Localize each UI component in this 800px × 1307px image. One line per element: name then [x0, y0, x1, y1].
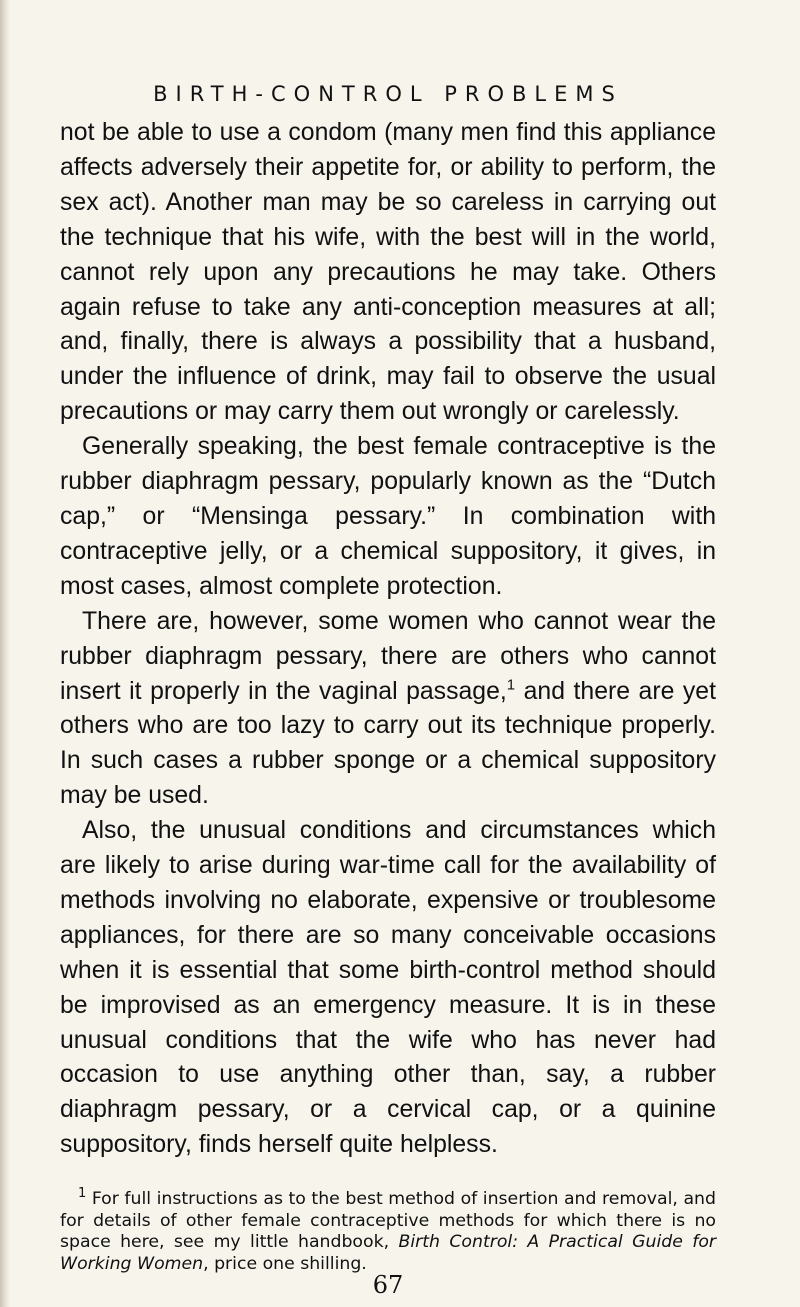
paragraph-3-text-after-note: and there are yet others who are too lazy to carry out its technique properly. In such cases a rubber sponge or a chemical suppository may be used.	[60, 677, 716, 810]
page-edge-shadow	[0, 0, 10, 1307]
paragraph-1: not be able to use a condom (many men find this appliance affects adversely their appetite for, or ability to perform, the sex act). Another man may be so careless in carrying out the technique that his wife, with the best will in the world, cannot rely upon any precautions he may take. Others again refuse to take any anti-conception measures at all; and, finally, there is always a possibility that a husband, under the influence of drink, may fail to observe the usual precautions or may carry them out wrongly or carelessly.	[60, 119, 716, 426]
paragraph-4: Also, the unusual conditions and circumstances which are likely to arise during war-time call for the availability of methods involving no elaborate, expensive or troublesome appliances, for there are so many conceivable occasions when it is essential that some birth-control method should be improvised as an emergency measure. It is in these unusual conditions that the wife who has never had occasion to use anything other than, say, a rubber diaphragm pessary, or a cervical cap, or a quinine suppository, finds herself quite helpless.	[60, 817, 716, 1159]
paragraph-2: Generally speaking, the best female contraceptive is the rubber diaphragm pessary, popularly known as the “Dutch cap,” or “Mensinga pessary.” In combination with contraceptive jelly, or a chemical suppository, it gives, in most cases, almost complete protection.	[60, 433, 716, 600]
paragraph-3-text-before-note: There are, however, some women who cannot wear the rubber diaphragm pessary, there are others who cannot insert it properly in the vaginal passage,	[60, 607, 716, 705]
footnote-number: 1	[78, 1186, 87, 1202]
paragraph-3	[60, 605, 716, 814]
footnote-text-after: , price one shilling.	[203, 1253, 367, 1274]
body-text	[60, 116, 716, 1163]
running-head: BIRTH-CONTROL PROBLEMS	[153, 82, 623, 106]
footnote-text-before: For full instructions as to the best method of insertion and removal, and for details of other female contraceptive methods for which there is no space here, see my little handbook,	[60, 1189, 716, 1253]
page-number: 67	[372, 1271, 404, 1300]
footnote-book-title: Birth Control: A Practical Guide for Working Women	[60, 1232, 716, 1274]
footnote-reference-mark: 1	[506, 676, 516, 694]
book-page	[60, 82, 716, 1299]
footnote	[60, 1186, 716, 1275]
